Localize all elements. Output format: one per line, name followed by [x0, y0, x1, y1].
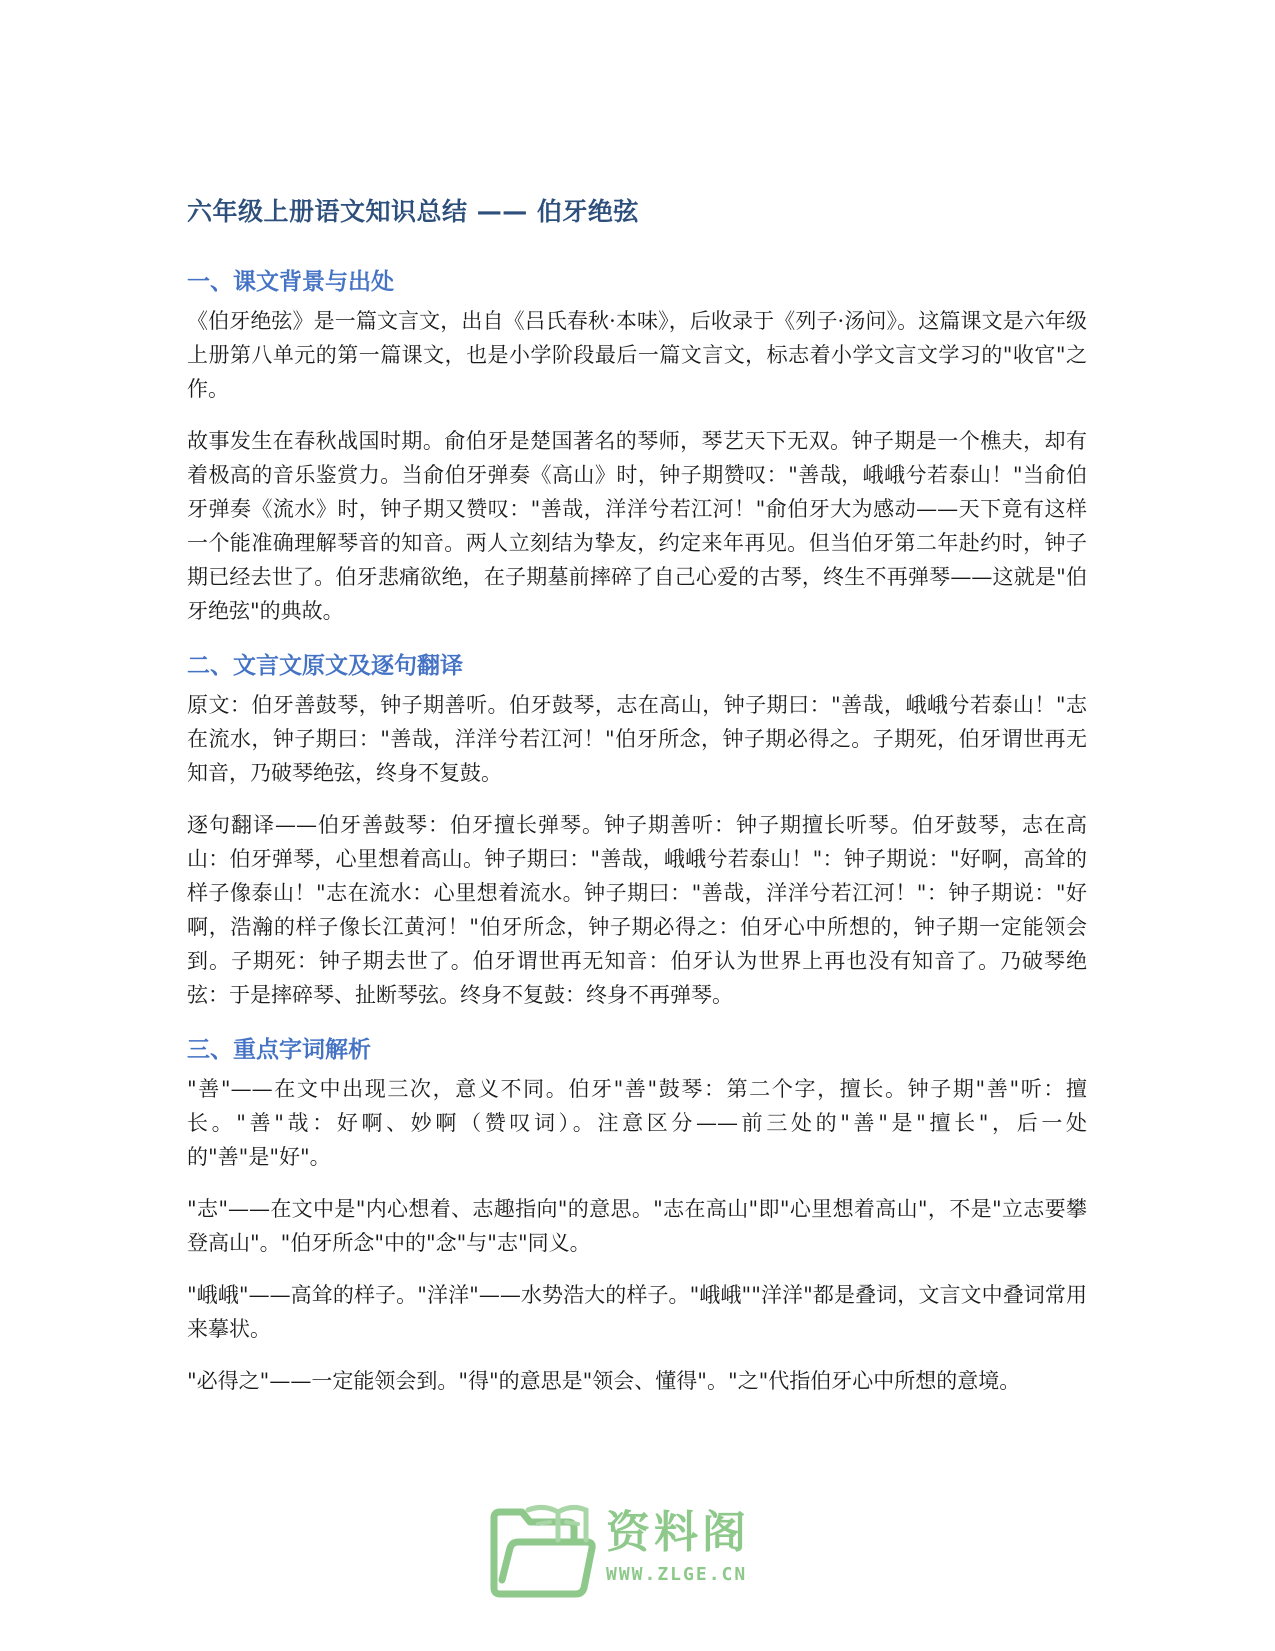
watermark-url: WWW.ZLGE.CN: [606, 1564, 748, 1585]
section-key-words: [187, 1034, 1087, 1398]
document-page: [187, 196, 1087, 1420]
section-original-text: [187, 650, 1087, 1012]
watermark-brand: 资料阁: [606, 1507, 750, 1558]
paragraph: "志"——在文中是"内心想着、志趣指向"的意思。"志在高山"即"心里想着高山"，不是"立志要攀登高山"。"伯牙所念"中的"念"与"志"同义。: [187, 1197, 1087, 1255]
paragraph: "峨峨"——高耸的样子。"洋洋"——水势浩大的样子。"峨峨""洋洋"都是叠词，文言文中叠词常用来摹状。: [187, 1283, 1087, 1341]
paragraph: 逐句翻译——伯牙善鼓琴：伯牙擅长弹琴。钟子期善听：钟子期擅长听琴。伯牙鼓琴，志在高山：伯牙弹琴，心里想着高山。钟子期曰："善哉，峨峨兮若泰山！"：钟子期说："好啊，高耸的样子像泰山！"志在流水：心里想着流水。钟子期曰："善哉，洋洋兮若江河！"：钟子期说："好啊，浩瀚的样子像长江黄河！"伯牙所念，钟子期必得之：伯牙心中所想的，钟子期一定能领会到。子期死：钟子期去世了。伯牙谓世再无知音：伯牙认为世界上再也没有知音了。乃破琴绝弦：于是摔碎琴、扯断琴弦。终身不复鼓：终身不再弹琴。: [187, 813, 1087, 1007]
document-title: 六年级上册语文知识总结 —— 伯牙绝弦: [187, 197, 639, 226]
paragraph: 《伯牙绝弦》是一篇文言文，出自《吕氏春秋·本味》，后收录于《列子·汤问》。这篇课文是六年级上册第八单元的第一篇课文，也是小学阶段最后一篇文言文，标志着小学文言文学习的"收官"之作。: [187, 309, 1087, 401]
section-heading: 二、文言文原文及逐句翻译: [187, 653, 463, 679]
book-folder-icon: [488, 1500, 600, 1600]
section-heading: 三、重点字词解析: [187, 1037, 371, 1063]
watermark-logo: [488, 1500, 788, 1600]
section-background: [187, 266, 1087, 628]
paragraph: 原文：伯牙善鼓琴，钟子期善听。伯牙鼓琴，志在高山，钟子期曰："善哉，峨峨兮若泰山！"志在流水，钟子期曰："善哉，洋洋兮若江河！"伯牙所念，钟子期必得之。子期死，伯牙谓世再无知音，乃破琴绝弦，终身不复鼓。: [187, 693, 1087, 785]
section-heading: 一、课文背景与出处: [187, 269, 394, 295]
paragraph: "善"——在文中出现三次，意义不同。伯牙"善"鼓琴：第二个字，擅长。钟子期"善"听：擅长。"善"哉：好啊、妙啊（赞叹词）。注意区分——前三处的"善"是"擅长"，后一处的"善"是"好"。: [187, 1077, 1087, 1169]
paragraph: 故事发生在春秋战国时期。俞伯牙是楚国著名的琴师，琴艺天下无双。钟子期是一个樵夫，却有着极高的音乐鉴赏力。当俞伯牙弹奏《高山》时，钟子期赞叹："善哉，峨峨兮若泰山！"当俞伯牙弹奏《流水》时，钟子期又赞叹："善哉，洋洋兮若江河！"俞伯牙大为感动——天下竟有这样一个能准确理解琴音的知音。两人立刻结为挚友，约定来年再见。但当伯牙第二年赴约时，钟子期已经去世了。伯牙悲痛欲绝，在子期墓前摔碎了自己心爱的古琴，终生不再弹琴——这就是"伯牙绝弦"的典故。: [187, 429, 1087, 623]
paragraph: "必得之"——一定能领会到。"得"的意思是"领会、懂得"。"之"代指伯牙心中所想的意境。: [187, 1369, 1021, 1393]
